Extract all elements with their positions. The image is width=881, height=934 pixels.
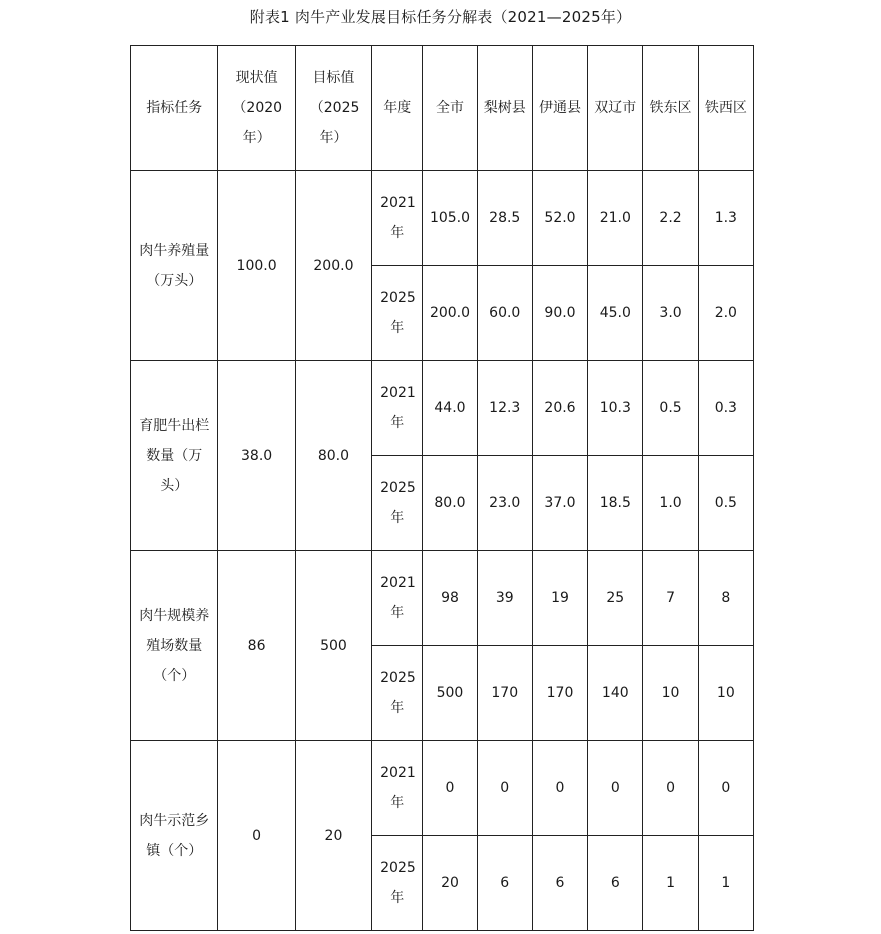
cell-target: 20	[295, 741, 371, 931]
cell-value: 80.0	[423, 456, 477, 551]
cell-value: 98	[423, 551, 477, 646]
cell-value: 8	[698, 551, 753, 646]
cell-value: 28.5	[477, 171, 532, 266]
table-row	[131, 171, 754, 266]
header-target: 目标值（2025年）	[295, 46, 371, 171]
cell-value: 0.5	[698, 456, 753, 551]
table-row	[131, 741, 754, 836]
cell-value: 170	[477, 646, 532, 741]
header-region: 全市	[423, 46, 477, 171]
table-title: 附表1 肉牛产业发展目标任务分解表（2021—2025年）	[249, 8, 632, 26]
cell-baseline: 38.0	[218, 361, 295, 551]
table-row	[131, 361, 754, 456]
cell-value: 6	[477, 836, 532, 931]
cell-value: 18.5	[588, 456, 643, 551]
header-region: 铁西区	[698, 46, 753, 171]
cell-value: 10.3	[588, 361, 643, 456]
cell-indicator: 肉牛养殖量（万头）	[131, 171, 218, 361]
header-indicator: 指标任务	[131, 46, 218, 171]
cell-value: 2.0	[698, 266, 753, 361]
cell-value: 60.0	[477, 266, 532, 361]
table-row	[131, 551, 754, 646]
cell-value: 1	[643, 836, 698, 931]
cell-value: 20	[423, 836, 477, 931]
header-year: 年度	[372, 46, 423, 171]
cell-baseline: 86	[218, 551, 295, 741]
cell-year: 2025年	[372, 836, 423, 931]
cell-value: 37.0	[532, 456, 587, 551]
cell-value: 0	[588, 741, 643, 836]
cell-value: 10	[698, 646, 753, 741]
cell-year: 2021年	[372, 171, 423, 266]
cell-indicator: 育肥牛出栏数量（万头）	[131, 361, 218, 551]
cell-indicator: 肉牛示范乡镇（个）	[131, 741, 218, 931]
cell-baseline: 0	[218, 741, 295, 931]
header-region: 梨树县	[477, 46, 532, 171]
cell-value: 52.0	[532, 171, 587, 266]
header-region: 双辽市	[588, 46, 643, 171]
cell-value: 21.0	[588, 171, 643, 266]
cell-value: 7	[643, 551, 698, 646]
cell-value: 12.3	[477, 361, 532, 456]
cell-baseline: 100.0	[218, 171, 295, 361]
cell-value: 45.0	[588, 266, 643, 361]
cell-value: 0.5	[643, 361, 698, 456]
cell-value: 20.6	[532, 361, 587, 456]
cell-year: 2025年	[372, 266, 423, 361]
cell-value: 90.0	[532, 266, 587, 361]
cell-value: 0	[423, 741, 477, 836]
cell-value: 6	[532, 836, 587, 931]
cell-value: 140	[588, 646, 643, 741]
cell-year: 2021年	[372, 741, 423, 836]
cell-value: 0	[477, 741, 532, 836]
cell-value: 19	[532, 551, 587, 646]
cell-value: 0	[643, 741, 698, 836]
cell-value: 1.3	[698, 171, 753, 266]
cell-value: 0.3	[698, 361, 753, 456]
cell-value: 500	[423, 646, 477, 741]
cell-target: 80.0	[295, 361, 371, 551]
cell-value: 39	[477, 551, 532, 646]
cell-value: 0	[532, 741, 587, 836]
cell-value: 105.0	[423, 171, 477, 266]
cell-value: 0	[698, 741, 753, 836]
target-breakdown-table	[130, 45, 754, 931]
cell-indicator: 肉牛规模养殖场数量（个）	[131, 551, 218, 741]
header-region: 铁东区	[643, 46, 698, 171]
cell-value: 25	[588, 551, 643, 646]
cell-value: 3.0	[643, 266, 698, 361]
cell-value: 170	[532, 646, 587, 741]
header-row	[131, 46, 754, 171]
cell-year: 2021年	[372, 551, 423, 646]
cell-value: 200.0	[423, 266, 477, 361]
cell-value: 6	[588, 836, 643, 931]
cell-value: 1	[698, 836, 753, 931]
cell-target: 500	[295, 551, 371, 741]
cell-value: 23.0	[477, 456, 532, 551]
header-baseline: 现状值（2020年）	[218, 46, 295, 171]
cell-year: 2025年	[372, 646, 423, 741]
cell-year: 2025年	[372, 456, 423, 551]
cell-value: 10	[643, 646, 698, 741]
cell-value: 2.2	[643, 171, 698, 266]
cell-value: 1.0	[643, 456, 698, 551]
cell-target: 200.0	[295, 171, 371, 361]
cell-value: 44.0	[423, 361, 477, 456]
cell-year: 2021年	[372, 361, 423, 456]
header-region: 伊通县	[532, 46, 587, 171]
